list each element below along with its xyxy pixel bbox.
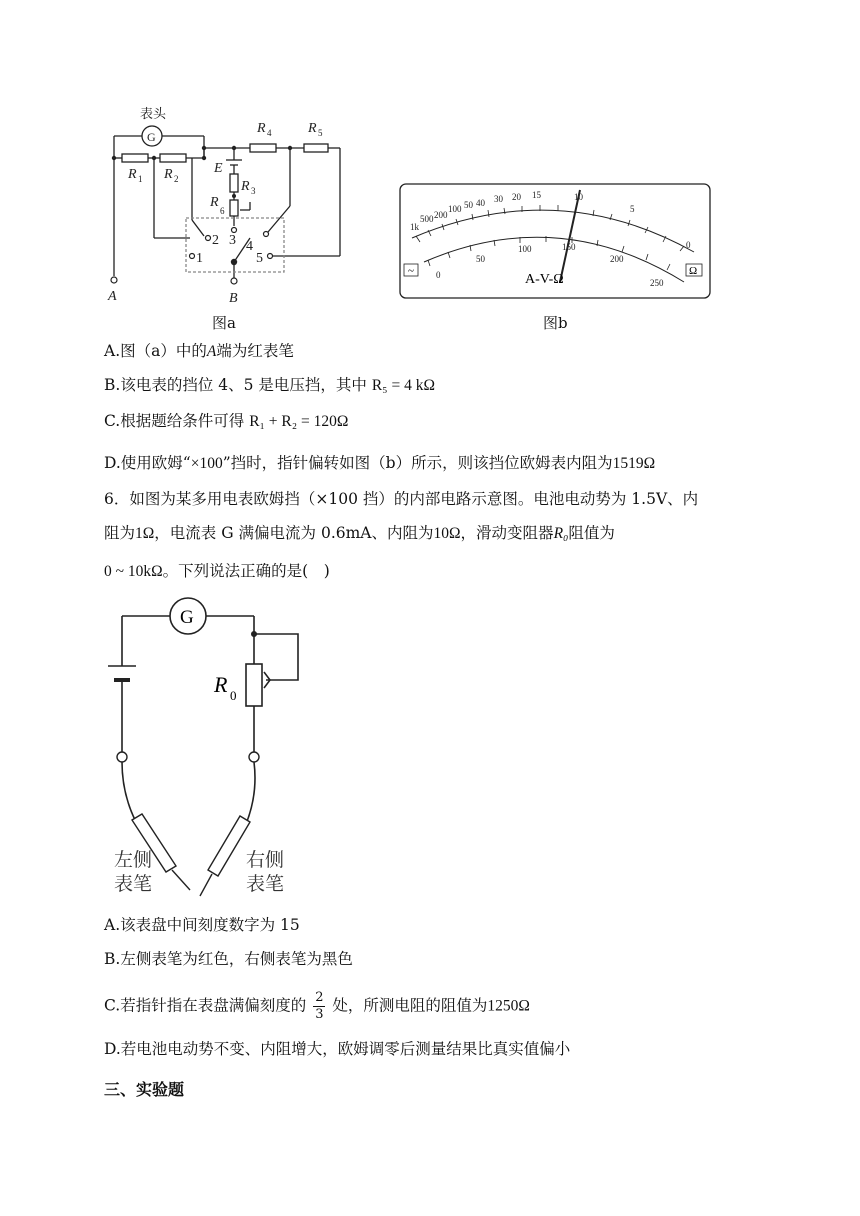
q6-line-3: 0 ~ 10kΩ。下列说法正确的是( ) [104, 562, 330, 580]
r6-sub: 6 [220, 206, 225, 216]
top-scale-tick-label: 100 [448, 204, 462, 214]
figure-b-caption: 图b [543, 314, 568, 332]
q6-line-2: 阻为1Ω，电流表 G 满偏电流为 0.6mA、内阻为10Ω，滑动变阻器R₀阻值为 [104, 524, 615, 542]
right-probe-label-2: 表笔 [246, 874, 285, 895]
fraction: $\frac{2}{3}$ [315, 990, 324, 1022]
q5-option-c: C.根据题给条件可得 R₁ + R₂ = 120Ω [104, 412, 349, 430]
left-probe-label-1: 左侧 [114, 850, 153, 871]
switch-pos-2: 2 [212, 233, 219, 248]
q6-line-1: 6．如图为某多用电表欧姆挡（×100 挡）的内部电路示意图。电池电动势为 1.5V、内 [104, 490, 699, 508]
top-scale-tick-label: 200 [434, 210, 448, 220]
terminal-a-label: A [108, 289, 117, 304]
galvanometer-label: G [147, 130, 156, 144]
r3-sub: 3 [251, 186, 256, 196]
left-probe-label-2: 表笔 [114, 874, 153, 895]
terminal-b-label: B [229, 291, 238, 306]
bottom-scale-tick-label: 0 [436, 270, 441, 280]
galvanometer-label: G [180, 607, 194, 628]
switch-pos-1: 1 [196, 251, 203, 266]
left-symbol: ~ [408, 265, 414, 277]
r2-label: R [164, 167, 173, 182]
r6-label: R [210, 195, 219, 210]
r2-sub: 2 [174, 174, 179, 184]
q6-option-a: A.该表盘中间刻度数字为 15 [104, 916, 300, 934]
right-symbol: Ω [689, 265, 698, 277]
figure-a-circuit [100, 98, 360, 308]
top-scale-tick-label: 50 [464, 200, 473, 210]
top-scale-tick-label: 1k [410, 222, 419, 232]
dial-label: A-V-Ω [525, 272, 564, 287]
q5-option-a: A.图（a）中的A端为红表笔 [104, 342, 294, 360]
r5-label: R [308, 121, 317, 136]
figure-6-circuit [100, 594, 340, 904]
q5-option-b: B.该电表的挡位 4、5 是电压挡，其中 R₅ = 4 kΩ [104, 376, 435, 394]
r5-sub: 5 [318, 128, 323, 138]
r4-sub: 4 [267, 128, 272, 138]
top-scale-tick-label: 500 [420, 214, 434, 224]
section-title: 三、实验题 [104, 1080, 185, 1099]
top-scale-tick-label: 5 [630, 204, 635, 214]
bottom-scale-tick-label: 150 [562, 242, 576, 252]
top-scale-tick-label: 15 [532, 190, 541, 200]
bottom-scale-tick-label: 50 [476, 254, 485, 264]
e-label: E [214, 161, 223, 176]
top-scale-tick-label: 10 [574, 192, 583, 202]
right-probe-label-1: 右侧 [246, 850, 285, 871]
r0-label: R [214, 672, 228, 697]
figure-b-dial [398, 182, 712, 300]
bottom-scale-tick-label: 200 [610, 254, 624, 264]
r1-label: R [128, 167, 137, 182]
switch-pos-4: 4 [246, 239, 253, 254]
figure-a-caption: 图a [212, 314, 236, 332]
head-label: 表头 [140, 107, 167, 122]
q6-option-b: B.左侧表笔为红色，右侧表笔为黑色 [104, 950, 353, 968]
switch-pos-3: 3 [229, 233, 236, 248]
top-scale-tick-label: 30 [494, 194, 503, 204]
bottom-scale-tick-label: 250 [650, 278, 664, 288]
bottom-scale-tick-label: 100 [518, 244, 532, 254]
r4-label: R [257, 121, 266, 136]
r0-sub: 0 [230, 688, 237, 703]
q6-option-d: D.若电池电动势不变、内阻增大，欧姆调零后测量结果比真实值偏小 [104, 1040, 571, 1058]
switch-pos-5: 5 [256, 251, 263, 266]
q5-option-d: D.使用欧姆“×100”挡时，指针偏转如图（b）所示，则该挡位欧姆表内阻为1519Ω [104, 454, 656, 472]
top-scale-tick-label: 0 [686, 240, 691, 250]
top-scale-tick-label: 40 [476, 198, 485, 208]
r3-label: R [241, 179, 250, 194]
q6-option-c: C.若指针指在表盘满偏刻度的 $\frac{2}{3}$ 处，所测电阻的阻值为1250Ω [104, 990, 530, 1022]
r1-sub: 1 [138, 174, 143, 184]
top-scale-tick-label: 20 [512, 192, 521, 202]
